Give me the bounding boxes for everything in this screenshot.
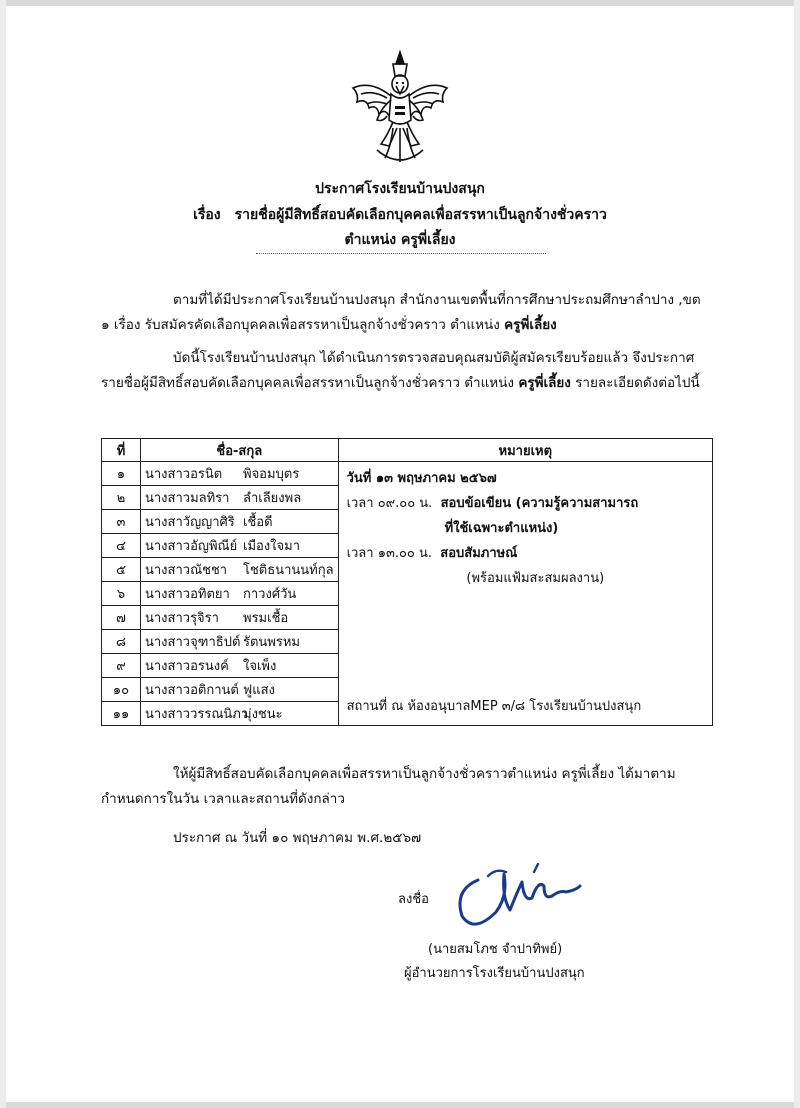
row-number: ๓ xyxy=(102,510,141,534)
paragraph-intro xyxy=(101,288,713,338)
last-name: เชื้อดี xyxy=(243,515,273,530)
last-name: โชติธนานนท์กุล xyxy=(243,563,334,578)
signer-title: ผู้อำนวยการโรงเรียนบ้านปงสนุก xyxy=(404,966,585,981)
first-name: นางสาวอัญพิณีย์ xyxy=(145,539,238,554)
row-number: ๑๐ xyxy=(102,678,141,702)
row-name xyxy=(141,606,339,630)
first-name: นางสาวจุฑาธิปต์ xyxy=(145,635,241,650)
last-name: ฟูแสง xyxy=(243,683,275,698)
last-name: ลำเลียงพล xyxy=(243,491,302,506)
interview-time: เวลา ๑๓.๐๐ น. xyxy=(346,546,432,561)
paragraph-announce-tail: รายละเอียดดังต่อไปนี้ xyxy=(570,375,700,391)
row-number: ๔ xyxy=(102,534,141,558)
written-exam-text: สอบข้อเขียน (ความรู้ความสามารถ xyxy=(440,496,639,511)
table-row xyxy=(102,462,713,486)
row-name xyxy=(141,582,339,606)
first-name: นางสาววรรณนิภา xyxy=(145,707,249,722)
row-name xyxy=(141,462,339,486)
last-name: เมืองใจมา xyxy=(243,539,301,554)
written-exam xyxy=(347,491,704,516)
paragraph-announce-text: บัดนี้โรงเรียนบ้านปงสนุก ได้ดำเนินการตรวจสอบคุณสมบัติผู้สมัครเรียบร้อยแล้ว จึงประกาศรายชื่อผู้มีสิทธิ์สอบคัดเลือกบุคคลเพื่อสรรหาเป็นลูกจ้างชั่วคราว ตำแหน่ง xyxy=(101,350,695,391)
paragraph-instruction xyxy=(101,762,713,812)
subject-text: รายชื่อผู้มีสิทธิ์สอบคัดเลือกบุคคลเพื่อสรรหาเป็นลูกจ้างชั่วคราว xyxy=(234,207,607,223)
row-name xyxy=(141,486,339,510)
announcement-position: ตำแหน่ง ครูพี่เลี้ยง xyxy=(344,232,456,248)
candidate-table xyxy=(101,438,713,726)
row-number: ๑ xyxy=(102,462,141,486)
page-edge-bottom xyxy=(0,1102,800,1108)
interview-text: สอบสัมภาษณ์ xyxy=(440,546,518,561)
first-name: นางสาวอรนงค์ xyxy=(145,659,229,674)
first-name: นางสาวมลทิรา xyxy=(145,491,230,506)
row-number: ๖ xyxy=(102,582,141,606)
paragraph-intro-position: ครูพี่เลี้ยง xyxy=(504,317,557,333)
first-name: นางสาวอรนิต xyxy=(145,467,223,482)
exam-venue: สถานที่ ณ ห้องอนุบาลMEP ๓/๘ โรงเรียนบ้านปงสนุก xyxy=(346,699,642,714)
row-name xyxy=(141,558,339,582)
row-number: ๒ xyxy=(102,486,141,510)
written-exam-time: เวลา ๐๙.๐๐ น. xyxy=(346,496,433,511)
header-remarks: หมายเหตุ xyxy=(338,439,712,462)
remarks-cell xyxy=(338,462,712,726)
last-name: ใจเพ็ง xyxy=(243,659,277,674)
row-name xyxy=(141,654,339,678)
signature-label: ลงชื่อ xyxy=(398,892,429,907)
first-name: นางสาวรุจิรา xyxy=(145,611,219,626)
announcement-subject xyxy=(0,204,800,226)
row-name xyxy=(141,630,339,654)
signer-name: (นายสมโภช จำปาทิพย์) xyxy=(428,942,563,957)
interview xyxy=(347,541,704,566)
row-name xyxy=(141,510,339,534)
announcement-date: ประกาศ ณ วันที่ ๑๐ พฤษภาคม พ.ศ.๒๕๖๗ xyxy=(173,830,422,846)
header-name: ชื่อ-สกุล xyxy=(141,439,339,462)
paragraph-announce xyxy=(101,346,713,396)
portfolio-note: (พร้อมแฟ้มสะสมผลงาน) xyxy=(466,571,605,586)
page-edge-right xyxy=(794,0,800,1108)
paragraph-instruction-text: ให้ผู้มีสิทธิ์สอบคัดเลือกบุคคลเพื่อสรรหาเป็นลูกจ้างชั่วคราวตำแหน่ง ครูพี่เลี้ยง ได้มาตามกำหนดการในวัน เวลาและสถานที่ดังกล่าว xyxy=(101,766,676,807)
garuda-emblem-icon xyxy=(347,50,453,168)
paragraph-announce-position: ครูพี่เลี้ยง xyxy=(518,375,571,391)
last-name: รัตนพรหม xyxy=(243,635,301,650)
row-name xyxy=(141,534,339,558)
row-number: ๘ xyxy=(102,630,141,654)
row-number: ๗ xyxy=(102,606,141,630)
row-name xyxy=(141,678,339,702)
dotted-divider xyxy=(256,253,546,254)
subject-label: เรื่อง xyxy=(193,207,221,223)
exam-date: วันที่ ๑๓ พฤษภาคม ๒๕๖๗ xyxy=(346,471,497,486)
last-name: กาวงศ์วัน xyxy=(243,587,297,602)
table-header-row xyxy=(102,439,713,462)
last-name: มุ่งชนะ xyxy=(243,707,283,722)
last-name: พิจอมบุตร xyxy=(243,467,300,482)
paragraph-intro-text: ตามที่ได้มีประกาศโรงเรียนบ้านปงสนุก สำนักงานเขตพื้นที่การศึกษาประถมศึกษาลำปาง ,ขต ๑ เรื่อง รับสมัครคัดเลือกบุคคลเพื่อสรรหาเป็นลูกจ้างชั่วคราว ตำแหน่ง xyxy=(101,292,701,333)
header-no: ที่ xyxy=(102,439,141,462)
row-number: ๕ xyxy=(102,558,141,582)
row-number: ๙ xyxy=(102,654,141,678)
first-name: นางสาวัญญาศิริ xyxy=(145,515,235,530)
first-name: นางสาวอติกานต์ xyxy=(145,683,239,698)
first-name: นางสาวณัชชา xyxy=(145,563,228,578)
row-name xyxy=(141,702,339,726)
first-name: นางสาวอทิตยา xyxy=(145,587,230,602)
last-name: พรมเชื้อ xyxy=(243,611,289,626)
row-number: ๑๑ xyxy=(102,702,141,726)
page-edge-left xyxy=(0,0,6,1108)
written-exam-continued: ที่ใช้เฉพาะตำแหน่ง) xyxy=(444,521,559,536)
page-edge-top xyxy=(0,0,800,6)
announcement-title: ประกาศโรงเรียนบ้านปงสนุก xyxy=(315,181,485,197)
handwritten-signature xyxy=(448,850,588,935)
